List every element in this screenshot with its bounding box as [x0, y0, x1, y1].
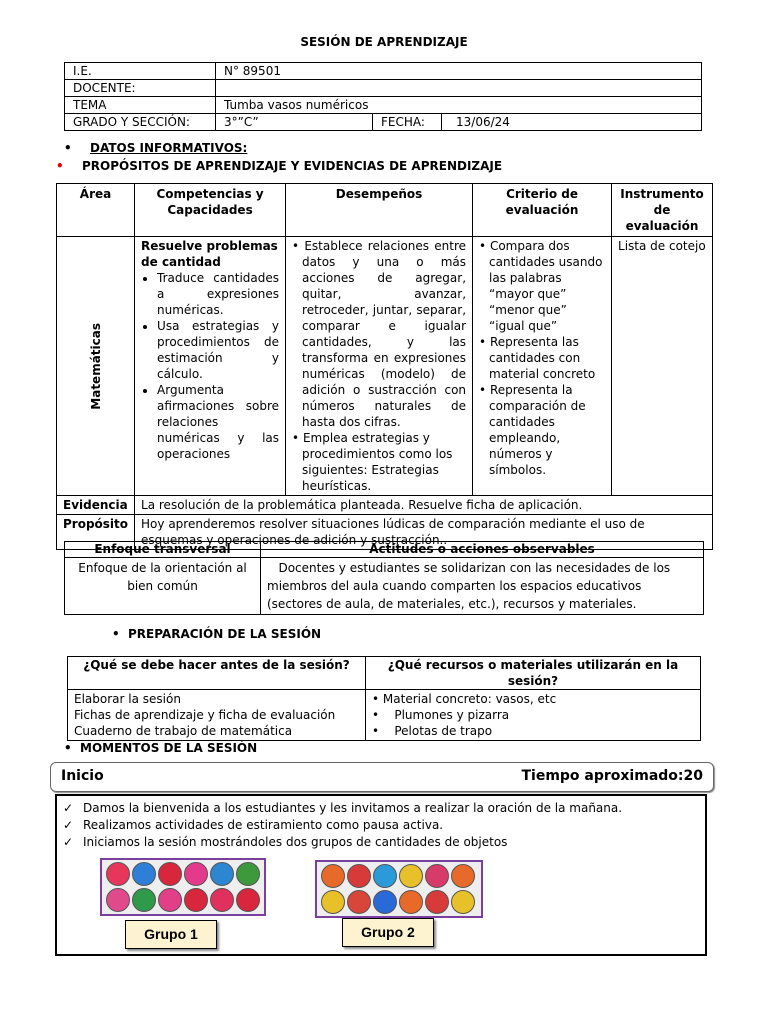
- list-item: Elaborar la sesión: [74, 692, 181, 706]
- list-item: ✓ Realizamos actividades de estiramiento como pausa activa.: [63, 818, 444, 832]
- ball-icon: [399, 864, 423, 888]
- info-table: [64, 62, 702, 131]
- ball-icon: [132, 888, 156, 912]
- bullet-icon: •: [292, 431, 303, 445]
- competencias-cell: [135, 237, 286, 496]
- page-title: SESIÓN DE APRENDIZAJE: [300, 35, 468, 49]
- bullet-icon: •: [479, 383, 490, 397]
- bullet-icon: •: [372, 708, 395, 722]
- ball-icon: [184, 888, 208, 912]
- checkmark-icon: ✓: [63, 818, 74, 832]
- tema-label: TEMA: [65, 97, 216, 114]
- grupo-2-label: Grupo 2: [342, 918, 434, 947]
- bullet-icon: •: [479, 239, 490, 253]
- criterio-cell: [473, 237, 612, 496]
- section-datos: • DATOS INFORMATIVOS:: [64, 141, 248, 155]
- bullet-icon: •: [64, 741, 72, 755]
- ball-icon: [184, 862, 208, 886]
- recursos-cell: [366, 690, 701, 741]
- inicio-label: Inicio: [61, 768, 104, 784]
- ball-icon: [132, 862, 156, 886]
- ball-icon: [425, 890, 449, 914]
- ball-icon: [347, 864, 371, 888]
- docente-label: DOCENTE:: [65, 80, 216, 97]
- list-item: • Argumenta afirmaciones sobre relaciones numéricas y las operaciones: [157, 382, 279, 462]
- ball-icon: [373, 864, 397, 888]
- propositos-table: [56, 183, 713, 550]
- capacidades-list: [141, 270, 279, 462]
- fecha-value: 13/06/24: [442, 114, 702, 131]
- ball-icon: [158, 862, 182, 886]
- ball-icon: [451, 864, 475, 888]
- section-propositos: • PROPÓSITOS DE APRENDIZAJE Y EVIDENCIAS DE APRENDIZAJE: [56, 159, 503, 173]
- tiempo-label: Tiempo aproximado:20: [521, 768, 703, 784]
- bullet-icon: •: [479, 335, 490, 349]
- ball-icon: [321, 864, 345, 888]
- list-item: • Representa la comparación de cantidades empleando, números y símbolos.: [479, 383, 586, 477]
- list-item: • Emplea estrategias y procedimientos como los siguientes: Estrategias heurísticas.: [292, 431, 453, 493]
- header-instrumento: Instrumento de evaluación: [612, 184, 713, 237]
- list-item: • Pelotas de trapo: [372, 724, 493, 738]
- ball-icon: [106, 888, 130, 912]
- list-item: • Traduce cantidades a expresiones numéricas.: [157, 270, 279, 318]
- fecha-label: FECHA:: [373, 114, 442, 131]
- bullet-icon: •: [372, 724, 395, 738]
- competencia-title: Resuelve problemas de cantidad: [141, 239, 278, 269]
- ie-label: I.E.: [65, 63, 216, 80]
- ball-icon: [158, 888, 182, 912]
- area-cell: [57, 237, 135, 496]
- ball-icon: [210, 888, 234, 912]
- recursos-header: ¿Qué recursos o materiales utilizarán en la sesión?: [366, 657, 701, 690]
- ball-icon: [321, 890, 345, 914]
- enfoque-header: Enfoque transversal: [65, 542, 261, 558]
- bullet-icon: •: [56, 159, 64, 173]
- list-item: • Compara dos cantidades usando las palabras “mayor que” “menor que” “igual que”: [479, 239, 603, 333]
- bullet-icon: •: [112, 627, 120, 641]
- proposito-text: Hoy aprenderemos resolver situaciones lúdicas de comparación mediante el uso de esquemas y operaciones de adición y sustracción..: [135, 515, 713, 550]
- antes-header: ¿Qué se debe hacer antes de la sesión?: [68, 657, 366, 690]
- list-item: ✓ Iniciamos la sesión mostrándoles dos grupos de cantidades de objetos: [63, 835, 508, 849]
- ball-icon: [347, 890, 371, 914]
- grado-label: GRADO Y SECCIÓN:: [65, 114, 216, 131]
- balls-group-2-image: [315, 860, 483, 918]
- evidencia-text: La resolución de la problemática planteada. Resuelve ficha de aplicación.: [135, 496, 713, 515]
- ball-icon: [399, 890, 423, 914]
- ball-icon: [373, 890, 397, 914]
- header-criterio: Criterio de evaluación: [473, 184, 612, 237]
- list-item: Cuaderno de trabajo de matemática: [74, 724, 293, 738]
- list-item: • Plumones y pizarra: [372, 708, 510, 722]
- grupo-1-label: Grupo 1: [125, 920, 217, 949]
- antes-cell: [68, 690, 366, 741]
- list-item: • Material concreto: vasos, etc: [372, 692, 557, 706]
- header-desempenos: Desempeños: [286, 184, 473, 237]
- list-item: Fichas de aprendizaje y ficha de evaluación: [74, 708, 336, 722]
- instrumento-cell: Lista de cotejo: [612, 237, 713, 496]
- bullet-icon: •: [292, 239, 305, 253]
- actitudes-header: Actitudes o acciones observables: [261, 542, 704, 558]
- ie-value: N° 89501: [216, 63, 702, 80]
- docente-value: [216, 80, 702, 97]
- header-area: Área: [57, 184, 135, 237]
- tema-value: Tumba vasos numéricos: [216, 97, 702, 114]
- checkmark-icon: ✓: [63, 835, 74, 849]
- bullet-icon: •: [372, 692, 383, 706]
- inicio-bar: [50, 762, 714, 792]
- evidencia-label: Evidencia: [57, 496, 135, 515]
- list-item: ✓ Damos la bienvenida a los estudiantes y les invitamos a realizar la oración de la mañana.: [63, 801, 623, 815]
- actitudes-value: Docentes y estudiantes se solidarizan con las necesidades de los miembros del aula cuando comparten los espacios educativos (sectores de aula, de materiales, etc.), recursos y materiales.: [261, 558, 704, 615]
- enfoque-table: [64, 541, 704, 615]
- inicio-content: [55, 794, 707, 956]
- grado-value: 3°”C”: [216, 114, 373, 131]
- balls-group-1-image: [100, 858, 266, 916]
- checkmark-icon: ✓: [63, 801, 74, 815]
- header-competencias: Competencias y Capacidades: [135, 184, 286, 237]
- ball-icon: [236, 888, 260, 912]
- ball-icon: [425, 864, 449, 888]
- enfoque-value: Enfoque de la orientación al bien común: [65, 558, 261, 615]
- ball-icon: [451, 890, 475, 914]
- list-item: • Usa estrategias y procedimientos de estimación y cálculo.: [157, 318, 279, 382]
- list-item: • Representa las cantidades con material concreto: [479, 335, 596, 381]
- list-item: • Establece relaciones entre datos y una o más acciones de agregar, quitar, avanzar, retroceder, juntar, separar, comparar e igualar cantidades, y las transforma en expresiones numéricas (modelo) de adición o sustracción con números naturales de hasta dos cifras.: [292, 239, 467, 429]
- ball-icon: [106, 862, 130, 886]
- section-momentos: • MOMENTOS DE LA SESIÓN: [64, 741, 258, 755]
- ball-icon: [210, 862, 234, 886]
- preparacion-table: [67, 656, 701, 741]
- section-preparacion: • PREPARACIÓN DE LA SESIÓN: [112, 627, 322, 641]
- proposito-label: Propósito: [57, 515, 135, 550]
- area-value: Matemáticas: [88, 322, 103, 410]
- desempenos-cell: [286, 237, 473, 496]
- ball-icon: [236, 862, 260, 886]
- bullet-icon: •: [64, 141, 72, 155]
